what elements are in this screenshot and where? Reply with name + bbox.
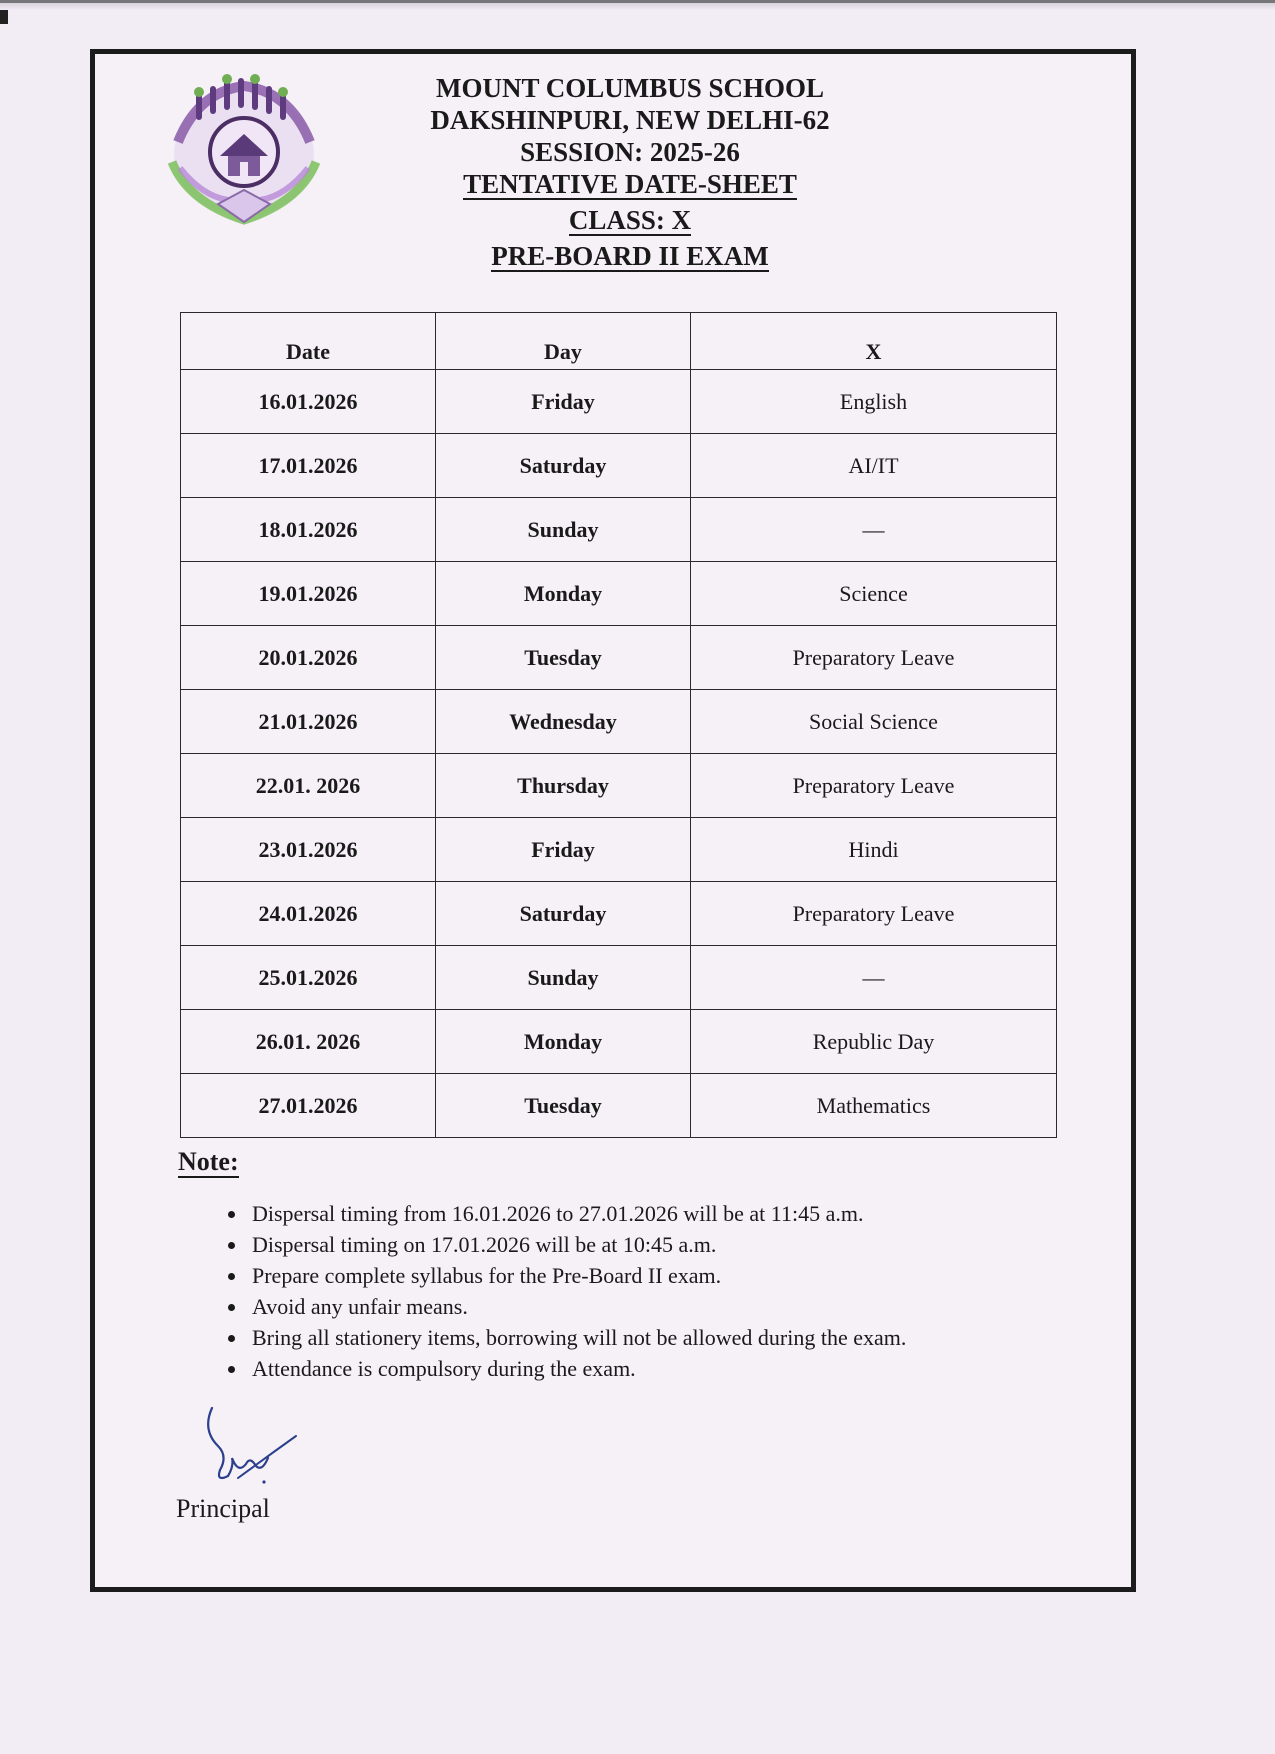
- date-cell: 20.01.2026: [181, 626, 436, 690]
- header-day: Day: [436, 313, 691, 370]
- note-item: • Avoid any unfair means.: [248, 1291, 1088, 1322]
- day-cell: Sunday: [436, 946, 691, 1010]
- table-row: [181, 818, 1057, 882]
- class-label: CLASS: X: [568, 205, 692, 235]
- subject-cell: Mathematics: [691, 1074, 1057, 1138]
- date-cell: 24.01.2026: [181, 882, 436, 946]
- note-item: • Dispersal timing from 16.01.2026 to 27.01.2026 will be at 11:45 a.m.: [248, 1198, 1088, 1229]
- subject-cell: Hindi: [691, 818, 1057, 882]
- table-row: [181, 1010, 1057, 1074]
- table-row: [181, 882, 1057, 946]
- day-cell: Friday: [436, 818, 691, 882]
- day-cell: Monday: [436, 1010, 691, 1074]
- table-row: [181, 370, 1057, 434]
- note-item: • Bring all stationery items, borrowing will not be allowed during the exam.: [248, 1322, 1088, 1353]
- subject-cell: —: [691, 498, 1057, 562]
- table-row: [181, 690, 1057, 754]
- day-cell: Friday: [436, 370, 691, 434]
- day-cell: Sunday: [436, 498, 691, 562]
- note-item: • Attendance is compulsory during the exam.: [248, 1353, 1088, 1384]
- notes-list: [212, 1198, 1088, 1384]
- date-cell: 27.01.2026: [181, 1074, 436, 1138]
- table-row: [181, 626, 1057, 690]
- school-address: DAKSHINPURI, NEW DELHI-62: [430, 105, 830, 135]
- document-title: TENTATIVE DATE-SHEET: [463, 169, 797, 199]
- note-item: • Dispersal timing on 17.01.2026 will be at 10:45 a.m.: [248, 1229, 1088, 1260]
- header-class-x: X: [691, 313, 1057, 370]
- principal-signature: [198, 1400, 308, 1490]
- subject-cell: Preparatory Leave: [691, 882, 1057, 946]
- subject-cell: Republic Day: [691, 1010, 1057, 1074]
- table-header-row: [181, 313, 1057, 370]
- day-cell: Saturday: [436, 434, 691, 498]
- table-row: [181, 434, 1057, 498]
- date-cell: 25.01.2026: [181, 946, 436, 1010]
- header-date: Date: [181, 313, 436, 370]
- date-cell: 21.01.2026: [181, 690, 436, 754]
- subject-cell: Preparatory Leave: [691, 754, 1057, 818]
- subject-cell: English: [691, 370, 1057, 434]
- date-cell: 18.01.2026: [181, 498, 436, 562]
- exam-name: PRE-BOARD II EXAM: [491, 241, 769, 271]
- note-item: • Prepare complete syllabus for the Pre-Board II exam.: [248, 1260, 1088, 1291]
- scan-edge-mark: [0, 10, 8, 24]
- session-label: SESSION: 2025-26: [520, 137, 740, 167]
- date-cell: 16.01.2026: [181, 370, 436, 434]
- date-sheet-table: [180, 312, 1057, 1138]
- document-header: [330, 72, 930, 276]
- table-row: [181, 498, 1057, 562]
- date-cell: 26.01. 2026: [181, 1010, 436, 1074]
- school-name: MOUNT COLUMBUS SCHOOL: [435, 73, 825, 103]
- table-row: [181, 562, 1057, 626]
- date-cell: 17.01.2026: [181, 434, 436, 498]
- table-row: [181, 1074, 1057, 1138]
- day-cell: Thursday: [436, 754, 691, 818]
- day-cell: Tuesday: [436, 1074, 691, 1138]
- school-logo-icon: [158, 72, 330, 232]
- table-row: [181, 946, 1057, 1010]
- note-heading: Note:: [178, 1147, 239, 1176]
- day-cell: Monday: [436, 562, 691, 626]
- day-cell: Wednesday: [436, 690, 691, 754]
- date-cell: 19.01.2026: [181, 562, 436, 626]
- date-cell: 22.01. 2026: [181, 754, 436, 818]
- date-cell: 23.01.2026: [181, 818, 436, 882]
- principal-label: Principal: [176, 1494, 270, 1523]
- subject-cell: AI/IT: [691, 434, 1057, 498]
- subject-cell: Science: [691, 562, 1057, 626]
- scan-edge-top: [0, 0, 1275, 10]
- table-row: [181, 754, 1057, 818]
- subject-cell: —: [691, 946, 1057, 1010]
- day-cell: Saturday: [436, 882, 691, 946]
- subject-cell: Preparatory Leave: [691, 626, 1057, 690]
- subject-cell: Social Science: [691, 690, 1057, 754]
- day-cell: Tuesday: [436, 626, 691, 690]
